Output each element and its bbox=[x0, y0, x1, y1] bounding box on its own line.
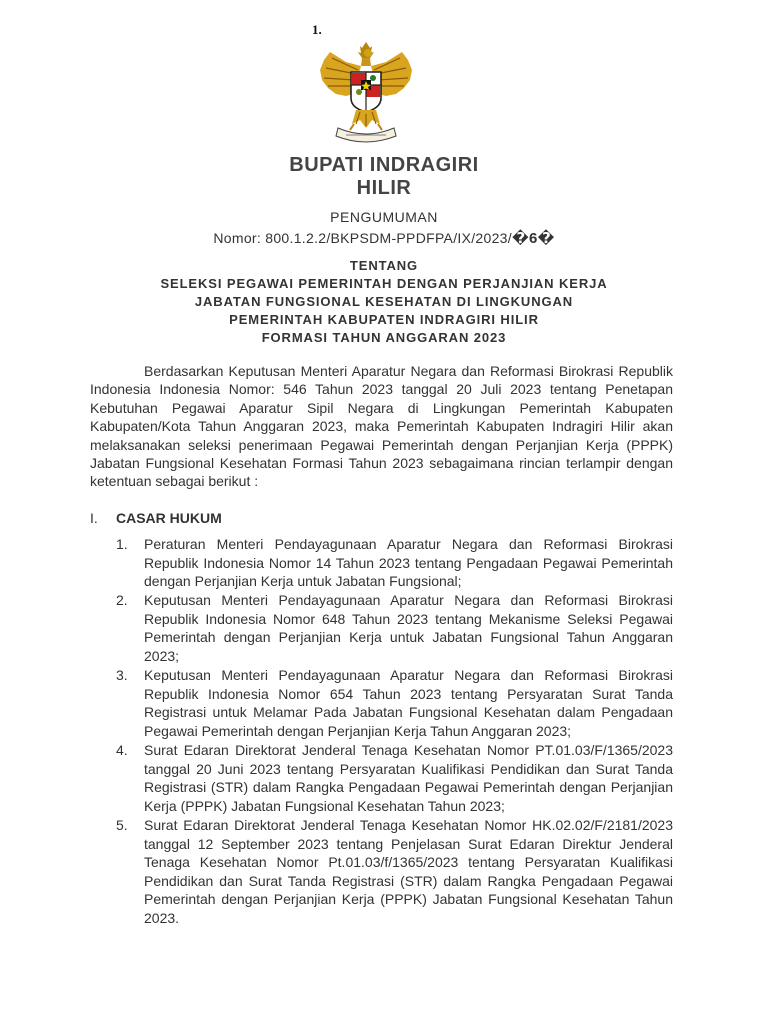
subject-line: PEMERINTAH KABUPATEN INDRAGIRI HILIR bbox=[229, 312, 539, 327]
subject-block bbox=[0, 257, 768, 347]
list-item-number: 2. bbox=[116, 592, 128, 609]
list-item-number: 3. bbox=[116, 667, 128, 684]
list-item-text: Surat Edaran Direktorat Jenderal Tenaga Kesehatan Nomor HK.02.02/F/2181/2023 tanggal 12 September 2023 tentang Penjelasan Surat Edaran Direktur Jenderal Tenaga Kesehatan Nomor Pt.01.03/f/1365/2023 tentang Persyaratan Kualifikasi Pendidikan dan Surat Tanda Registrasi (STR) dalam Rangka Pengadaan Pegawai Pemerintah dengan Perjanjian Kerja (PPPK) Jabatan Fungsional Kesehatan Tahun 2023. bbox=[144, 816, 673, 926]
garuda-emblem-icon bbox=[316, 40, 416, 148]
list-item bbox=[116, 591, 673, 665]
list-item bbox=[116, 816, 673, 928]
list-item bbox=[116, 741, 673, 815]
legal-basis-list bbox=[116, 535, 673, 928]
subject-line: JABATAN FUNGSIONAL KESEHATAN DI LINGKUNGAN bbox=[194, 294, 574, 309]
list-item-number: 5. bbox=[116, 816, 128, 833]
list-item-number: 4. bbox=[116, 742, 128, 759]
list-item-text: Keputusan Menteri Pendayagunaan Aparatur Negara dan Reformasi Birokrasi Republik Indonesia Nomor 654 Tahun 2023 tentang Persyaratan Surat Tanda Registrasi untuk Melamar Pada Jabatan Fungsional Kesehatan dalam Pengadaan Pegawai Pemerintah dengan Perjanjian Kerja Tahun Anggaran 2023; bbox=[144, 667, 673, 739]
intro-paragraph: Berdasarkan Keputusan Menteri Aparatur Negara dan Reformasi Birokrasi Republik Indonesia Indonesia Nomor: 546 Tahun 2023 tanggal 20 Juli 2023 tentang Penetapan Kebutuhan Pegawai Aparatur Sipil Negara di Lingkungan Pemerintah Kabupaten Kabupaten/Kota Tahun Anggaran 2023, maka Pemerintah Kabupaten Indragiri Hilir akan melaksanakan seleksi penerimaan Pegawai Pemerintah dengan Perjanjian Kerja (PPPK) Jabatan Fungsional Kesehatan Formasi Tahun 2023 sebagaimana rincian terlampir dengan ketentuan sebagai berikut : bbox=[90, 363, 673, 490]
list-item-text: Surat Edaran Direktorat Jenderal Tenaga Kesehatan Nomor PT.01.03/F/1365/2023 tanggal 20 Juni 2023 tentang Persyaratan Kualifikasi Pendidikan dan Surat Tanda Registrasi (STR) dalam Rangka Pengadaan Pegawai Pemerintah dengan Perjanjian Kerja (PPPK) Jabatan Fungsional Kesehatan Tahun 2023; bbox=[144, 742, 673, 814]
list-item-number: 1. bbox=[116, 536, 128, 552]
section-title: CASAR HUKUM bbox=[116, 510, 222, 526]
document-number bbox=[0, 229, 768, 247]
page-title: BUPATI INDRAGIRI HILIR bbox=[289, 154, 479, 199]
document-number-prefix: Nomor: 800.1.2.2/BKPSDM-PPDFPA/IX/2023/ bbox=[213, 230, 512, 246]
section-number: I. bbox=[90, 510, 98, 526]
document-number-suffix: �6� bbox=[511, 230, 555, 247]
subject-line: FORMASI TAHUN ANGGARAN 2023 bbox=[261, 330, 507, 345]
list-item-text: Keputusan Menteri Pendayagunaan Aparatur Negara dan Reformasi Birokrasi Republik Indonesia Nomor 648 Tahun 2023 tentang Mekanisme Seleksi Pegawai Pemerintah dengan Perjanjian Kerja untuk Jabatan Fungsional Tahun Anggaran 2023; bbox=[144, 592, 673, 665]
announcement-label: PENGUMUMAN bbox=[330, 209, 438, 225]
subject-line: SELEKSI PEGAWAI PEMERINTAH DENGAN PERJANJIAN KERJA bbox=[160, 276, 608, 291]
subject-tentang: TENTANG bbox=[349, 258, 419, 273]
section-heading bbox=[90, 510, 222, 526]
list-item-text: Peraturan Menteri Pendayagunaan Aparatur Negara dan Reformasi Birokrasi Republik Indonesia Nomor 14 Tahun 2023 tentang Pengadaan Pegawai Pemerintah dengan Perjanjian Kerja untuk Jabatan Fungsional; bbox=[144, 536, 673, 590]
page-number: 1. bbox=[312, 22, 322, 37]
list-item bbox=[116, 666, 673, 740]
list-item bbox=[116, 535, 673, 591]
